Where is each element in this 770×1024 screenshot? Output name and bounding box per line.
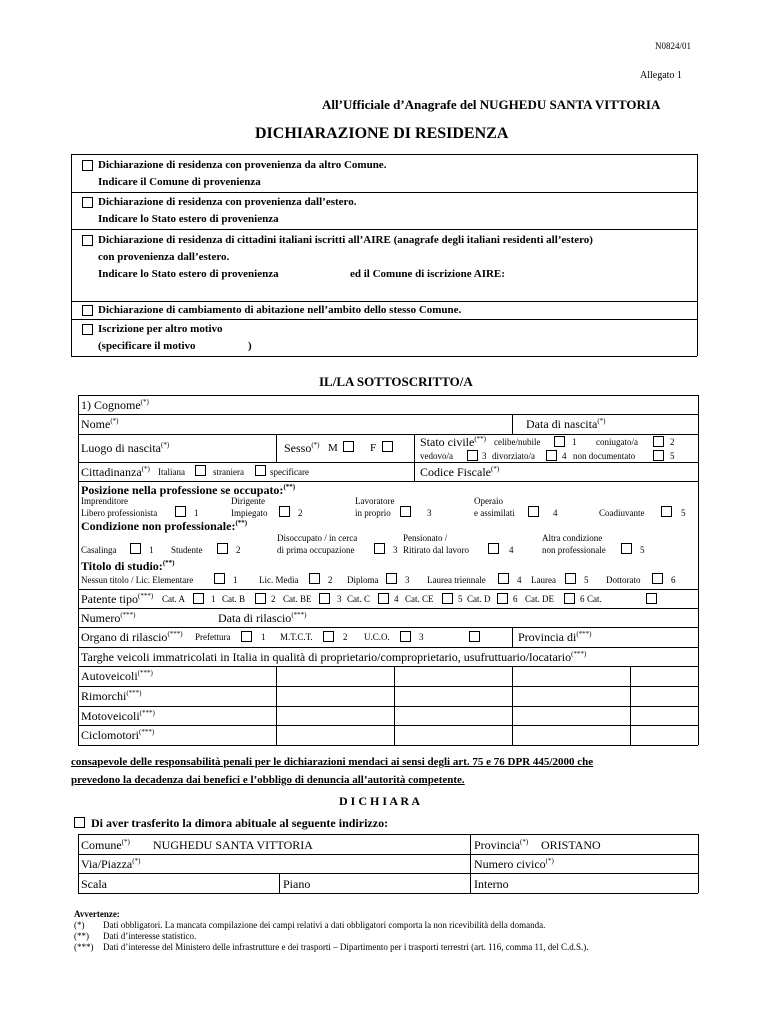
cond-5-checkbox[interactable] — [621, 543, 632, 554]
prof-lavoratore: Lavoratore — [355, 496, 395, 506]
condizione-heading: Condizione non professionale:(**) — [81, 519, 248, 533]
org-u-n: 3 — [419, 632, 424, 642]
studio-diploma: Diploma — [347, 575, 379, 585]
org-uco: U.C.O. — [364, 632, 390, 642]
org-other-checkbox[interactable] — [469, 631, 480, 642]
provincia-value: ORISTANO — [541, 838, 601, 852]
pat-c-checkbox[interactable] — [378, 593, 389, 604]
studio-n3: 3 — [405, 575, 410, 585]
studio-triennale: Laurea triennale — [427, 575, 486, 585]
cond-3-checkbox[interactable] — [374, 543, 385, 554]
studio-dottorato: Dottorato — [606, 575, 641, 585]
pat-de-checkbox[interactable] — [564, 593, 575, 604]
pat-d-n: 6 — [513, 594, 518, 604]
interno-label: Interno — [474, 877, 509, 891]
pat-cat-de: Cat. DE — [525, 594, 554, 604]
pat-c-n: 4 — [394, 594, 399, 604]
numero-civico-label: Numero civico(*) — [474, 857, 554, 871]
motoveicoli-label: Motoveicoli(***) — [81, 709, 155, 723]
avv-mark-2: (**) — [74, 931, 89, 941]
pat-cat-be: Cat. BE — [283, 594, 312, 604]
professione-heading: Posizione nella professione se occupato:(**) — [81, 483, 296, 497]
cond-n4: 4 — [509, 545, 514, 555]
org-prefettura-checkbox[interactable] — [241, 631, 252, 642]
via-label: Via/Piazza(*) — [81, 857, 141, 871]
opt-aire-checkbox[interactable] — [82, 235, 93, 246]
pat-ce-checkbox[interactable] — [442, 593, 453, 604]
studio-4-checkbox[interactable] — [498, 573, 509, 584]
sesso-m-label: M — [328, 442, 338, 454]
consapevole-line1: consapevole delle responsabilità penali per le dichiarazioni mendaci ai sensi degli art. 75 e 76 DPR 445/2000 che — [71, 756, 594, 768]
cond-n2: 2 — [236, 545, 241, 555]
studio-media: Lic. Media — [259, 575, 299, 585]
studio-n1: 1 — [233, 575, 238, 585]
studio-n6: 6 — [671, 575, 676, 585]
cond-casalinga: Casalinga — [81, 545, 117, 555]
avv-text-2: Dati d’interesse statistico. — [103, 931, 197, 941]
sesso-label: Sesso(*) — [284, 441, 320, 455]
studio-6-checkbox[interactable] — [652, 573, 663, 584]
cond-pensionato-2: Ritirato dal lavoro — [403, 545, 469, 555]
org-mtct-checkbox[interactable] — [323, 631, 334, 642]
org-m-n: 2 — [343, 632, 348, 642]
citt-straniera-checkbox[interactable] — [255, 465, 266, 476]
prof-n5: 5 — [681, 508, 686, 518]
opt-altro-comune-checkbox[interactable] — [82, 160, 93, 171]
prof-assimilati: e assimilati — [474, 508, 515, 518]
sc-coniugato-label: coniugato/a — [596, 437, 638, 447]
opt-altro-comune-sub: Indicare il Comune di provenienza — [98, 176, 261, 188]
sesso-f-checkbox[interactable] — [382, 441, 393, 452]
studio-5-checkbox[interactable] — [565, 573, 576, 584]
cond-1-checkbox[interactable] — [130, 543, 141, 554]
cond-pensionato-1: Pensionato / — [403, 533, 448, 543]
sc-divorziato-label: divorziato/a — [492, 451, 535, 461]
sc-non-doc-label: non documentato — [573, 451, 636, 461]
studio-2-checkbox[interactable] — [309, 573, 320, 584]
studio-3-checkbox[interactable] — [386, 573, 397, 584]
pat-ce-n: 5 — [458, 594, 463, 604]
prof-2-checkbox[interactable] — [279, 506, 290, 517]
allegato-label: Allegato 1 — [640, 70, 682, 81]
pat-cat-b: Cat. B — [222, 594, 246, 604]
pat-b-checkbox[interactable] — [255, 593, 266, 604]
page-title: DICHIARAZIONE DI RESIDENZA — [255, 125, 509, 142]
sesso-f-label: F — [370, 442, 377, 454]
opt-aire-sub2: Indicare lo Stato estero di provenienza — [98, 268, 279, 280]
trasferito-checkbox[interactable] — [74, 817, 85, 828]
codice-fiscale-label: Codice Fiscale(*) — [420, 465, 500, 479]
avv-text-1: Dati obbligatori. La mancata compilazione dei campi relativi a dati obbligatori comporta la non ricevibilità della domanda. — [103, 920, 546, 930]
data-nascita-label: Data di nascita(*) — [526, 417, 606, 431]
prof-dirigente: Dirigente — [231, 496, 265, 506]
office-heading: All’Ufficiale d’Anagrafe del NUGHEDU SANTA VITTORIA — [322, 97, 661, 112]
org-uco-checkbox[interactable] — [400, 631, 411, 642]
prof-operaio: Operaio — [474, 496, 503, 506]
pat-cat-last: Cat. — [587, 594, 602, 604]
studio-1-checkbox[interactable] — [214, 573, 225, 584]
pat-cat-c: Cat. C — [347, 594, 371, 604]
autoveicoli-label: Autoveicoli(***) — [81, 669, 153, 683]
opt-altro-motivo-checkbox[interactable] — [82, 324, 93, 335]
pat-cat-d: Cat. D — [467, 594, 491, 604]
org-prefettura: Prefettura — [195, 632, 231, 642]
opt-cambio-abitazione-checkbox[interactable] — [82, 305, 93, 316]
cond-n3: 3 — [393, 545, 398, 555]
pat-a-checkbox[interactable] — [193, 593, 204, 604]
avv-text-3: Dati d’interesse del Ministero delle infrastrutture e dei trasporti – Dipartimento per i trasporti terrestri (art. 116, comma 11, del C.d.S.). — [103, 942, 589, 952]
avvertenze-heading: Avvertenze: — [74, 909, 120, 919]
pat-b-n: 2 — [271, 594, 276, 604]
citt-specificare-label: specificare — [270, 467, 309, 477]
pat-be-n: 3 — [337, 594, 342, 604]
pat-be-checkbox[interactable] — [319, 593, 330, 604]
comune-label: Comune(*) — [81, 838, 130, 852]
studio-laurea: Laurea — [531, 575, 556, 585]
studio-n4: 4 — [517, 575, 522, 585]
studio-n2: 2 — [328, 575, 333, 585]
org-mtct: M.T.C.T. — [280, 632, 313, 642]
prof-1-checkbox[interactable] — [175, 506, 186, 517]
scala-label: Scala — [81, 877, 107, 891]
organo-label: Organo di rilascio(***) — [81, 630, 183, 644]
sc-divorziato-checkbox[interactable] — [546, 450, 557, 461]
sesso-m-checkbox[interactable] — [343, 441, 354, 452]
cittadinanza-label: Cittadinanza(*) — [81, 465, 150, 479]
sc-4: 4 — [562, 451, 567, 461]
sc-celibe-checkbox[interactable] — [554, 436, 565, 447]
sc-vedovo-label: vedovo/a — [420, 451, 453, 461]
provincia-di-label: Provincia di(***) — [518, 630, 592, 644]
prof-n2: 2 — [298, 508, 303, 518]
opt-altro-motivo-sub: (specificare il motivo — [98, 340, 196, 352]
sc-1: 1 — [572, 437, 577, 447]
prof-n1: 1 — [194, 508, 199, 518]
studio-n5: 5 — [584, 575, 589, 585]
prof-libero: Libero professionista — [81, 508, 158, 518]
piano-label: Piano — [283, 877, 311, 891]
dichiara-heading: D I C H I A R A — [339, 794, 421, 808]
stato-civile-label: Stato civile(**) — [420, 435, 486, 449]
cond-altra-2: non professionale — [542, 545, 606, 555]
consapevole-line2: prevedono la decadenza dai benefici e l’obbligo di denuncia all’autorità competente. — [71, 774, 465, 786]
studio-nessun: Nessun titolo / Lic. Elementare — [81, 575, 194, 585]
sc-5: 5 — [670, 451, 675, 461]
opt-altro-motivo-label: Iscrizione per altro motivo — [98, 323, 223, 335]
opt-aire-sub3: ed il Comune di iscrizione AIRE: — [350, 268, 505, 280]
cond-4-checkbox[interactable] — [488, 543, 499, 554]
data-rilascio-label: Data di rilascio(***) — [218, 611, 307, 625]
opt-aire-sub1: con provenienza dall’estero. — [98, 251, 230, 263]
form-code: N0824/01 — [655, 41, 691, 51]
citt-italiana-label: Italiana — [158, 467, 185, 477]
ciclomotori-label: Ciclomotori(***) — [81, 728, 155, 742]
prof-impiegato: Impiegato — [231, 508, 268, 518]
citt-straniera-label: straniera — [213, 467, 244, 477]
sc-non-doc-checkbox[interactable] — [653, 450, 664, 461]
cond-disoccupato-2: di prima occupazione — [277, 545, 355, 555]
sc-coniugato-checkbox[interactable] — [653, 436, 664, 447]
rimorchi-label: Rimorchi(***) — [81, 689, 142, 703]
pat-a-n: 1 — [211, 594, 216, 604]
citt-italiana-checkbox[interactable] — [195, 465, 206, 476]
opt-estero-label: Dichiarazione di residenza con provenienza dall’estero. — [98, 196, 357, 208]
veicoli-heading: Targhe veicoli immatricolati in Italia in qualità di proprietario/comproprietario, usufruttuario/locatario(***) — [81, 650, 587, 664]
prof-n3: 3 — [427, 508, 432, 518]
studio-heading: Titolo di studio:(**) — [81, 559, 175, 573]
prof-coadiuvante: Coadiuvante — [599, 508, 645, 518]
comune-value: NUGHEDU SANTA VITTORIA — [153, 838, 313, 852]
cond-n1: 1 — [149, 545, 154, 555]
prof-imprenditore: Imprenditore — [81, 496, 128, 506]
provincia-label: Provincia(*) — [474, 838, 529, 852]
pat-d-checkbox[interactable] — [497, 593, 508, 604]
sc-vedovo-checkbox[interactable] — [467, 450, 478, 461]
sc-3: 3 — [482, 451, 487, 461]
avv-mark-3: (***) — [74, 942, 94, 952]
prof-in-proprio: in proprio — [355, 508, 391, 518]
prof-5-checkbox[interactable] — [661, 506, 672, 517]
prof-n4: 4 — [553, 508, 558, 518]
pat-cat-ce: Cat. CE — [405, 594, 434, 604]
numero-label: Numero(***) — [81, 611, 136, 625]
pat-last-checkbox[interactable] — [646, 593, 657, 604]
cond-2-checkbox[interactable] — [217, 543, 228, 554]
opt-altro-comune-label: Dichiarazione di residenza con provenienza da altro Comune. — [98, 159, 387, 171]
cond-altra-1: Altra condizione — [542, 533, 603, 543]
opt-altro-motivo-close: ) — [248, 340, 252, 352]
prof-4-checkbox[interactable] — [528, 506, 539, 517]
sc-2: 2 — [670, 437, 675, 447]
cond-disoccupato-1: Disoccupato / in cerca — [277, 533, 358, 543]
cognome-label: 1) Cognome(*) — [81, 398, 149, 412]
cond-studente: Studente — [171, 545, 203, 555]
nome-label: Nome(*) — [81, 417, 119, 431]
trasferito-label: Di aver trasferito la dimora abituale al seguente indirizzo: — [91, 816, 389, 830]
cond-n5: 5 — [640, 545, 645, 555]
patente-label: Patente tipo(***) — [81, 592, 154, 606]
sc-celibe-label: celibe/nubile — [494, 437, 541, 447]
sottoscritto-heading: IL/LA SOTTOSCRITTO/A — [319, 374, 473, 389]
org-p-n: 1 — [261, 632, 266, 642]
luogo-nascita-label: Luogo di nascita(*) — [81, 441, 170, 455]
pat-de-n: 6 — [580, 594, 585, 604]
opt-estero-sub: Indicare lo Stato estero di provenienza — [98, 213, 279, 225]
opt-estero-checkbox[interactable] — [82, 197, 93, 208]
pat-cat-a: Cat. A — [162, 594, 186, 604]
opt-aire-label: Dichiarazione di residenza di cittadini italiani iscritti all’AIRE (anagrafe degli italiani residenti all’estero) — [98, 234, 593, 246]
opt-cambio-abitazione-label: Dichiarazione di cambiamento di abitazione nell’ambito dello stesso Comune. — [98, 304, 462, 316]
avv-mark-1: (*) — [74, 920, 85, 930]
prof-3-checkbox[interactable] — [400, 506, 411, 517]
